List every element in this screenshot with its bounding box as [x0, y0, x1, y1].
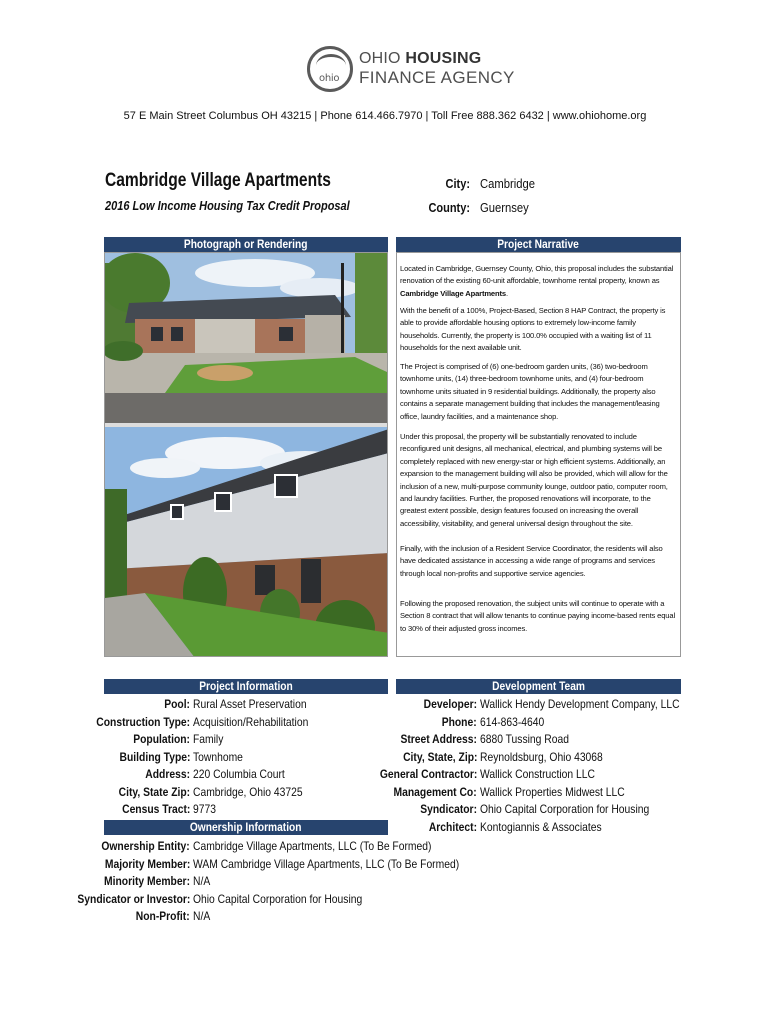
project-info-value: Rural Asset Preservation	[193, 697, 307, 711]
narrative-paragraph-5: Finally, with the inclusion of a Resident Service Coordinator, the residents will also have dedicated assistance in accessing a wide range of programs and services through local non-profits and supportive service agencies.	[400, 544, 663, 578]
narrative-paragraph-2: With the benefit of a 100%, Project-Based, Section 8 HAP Contract, the property is able to provide affordable housing options to extremely low-income family households. Currently, the property is 100.0% occupied with a waiting list of 11 households for the next available unit.	[400, 306, 666, 353]
project-info-label: Population:	[133, 732, 190, 746]
ownership-info-label: Majority Member:	[104, 856, 190, 871]
project-narrative	[396, 252, 681, 657]
dev-team-label: Syndicator:	[420, 802, 477, 816]
project-info-value: Acquisition/Rehabilitation	[193, 714, 309, 729]
dev-team-label: Street Address:	[400, 732, 477, 746]
photo-townhome-building	[105, 427, 388, 657]
ownership-info-value: N/A	[193, 874, 211, 888]
ownership-info-label: Minority Member:	[103, 874, 190, 888]
dev-team-value: Wallick Construction LLC	[480, 767, 595, 781]
logo-mark-text: ohio	[319, 73, 340, 84]
dev-team-label: Architect:	[428, 819, 477, 834]
property-photo-illustration	[105, 253, 388, 657]
agency-logo	[307, 46, 515, 98]
ownership-info-value: Ohio Capital Corporation for Housing	[193, 891, 363, 906]
ownership-info-label: Ownership Entity:	[101, 839, 190, 853]
project-info-label: Census Tract:	[121, 802, 190, 816]
ownership-info-label: Non-Profit:	[136, 909, 190, 923]
project-info-value: Cambridge, Ohio 43725	[193, 784, 303, 799]
narrative-paragraph-1: Located in Cambridge, Guernsey County, Ohio, this proposal includes the substantial renovation of the existing 60-unit affordable, townhome rental property, known as Cambridge Village Apartments.	[400, 264, 674, 298]
dev-team-value: Kontogiannis & Associates	[480, 819, 602, 834]
dev-team-value: 614-863-4640	[480, 714, 545, 729]
page-title: Cambridge Village Apartments	[105, 170, 331, 191]
dev-team-value: Reynoldsburg, Ohio 43068	[480, 749, 603, 764]
dev-team-value: Ohio Capital Corporation for Housing	[480, 802, 650, 816]
property-photos	[104, 252, 388, 657]
city-label: City:	[445, 177, 470, 191]
dev-team-label: Developer:	[423, 697, 477, 711]
dev-team-label: City, State, Zip:	[402, 749, 477, 764]
city-value: Cambridge	[480, 177, 536, 191]
narrative-paragraph-4: Under this proposal, the property will be substantially renovated to include reconfigured unit designs, all mechanical, electrical, and plumbing systems will be completely replaced with new energy-star or high efficient systems. Additionally, an expansion to the management building will also be provided, which will allow for the inclusion of a new, multi-purpose community lounge, outdoor patio, computer room, and laundry facilities. Further, the proposed renovations will incorporate, to the greatest extent possible, design features focused on increasing the overall accessibility, visitability, and general universal design throughout the site.	[400, 432, 668, 528]
project-info-value: 220 Columbia Court	[193, 767, 285, 781]
ownership-info-value: N/A	[193, 909, 211, 923]
project-info-value: Townhome	[193, 749, 243, 764]
page-subtitle: 2016 Low Income Housing Tax Credit Proposal	[105, 199, 350, 213]
photo-management-building	[105, 253, 388, 423]
project-info-label: Pool:	[164, 697, 190, 711]
narrative-paragraph-6: Following the proposed renovation, the subject units will continue to operate with a Section 8 contract that will allow tenants to continue paying income-based rents equal to 30% of their adjusted gross incomes.	[400, 599, 675, 633]
project-info-label: Building Type:	[119, 749, 190, 764]
ownership-info-value: WAM Cambridge Village Apartments, LLC (To Be Formed)	[193, 856, 460, 871]
logo-line1: OHIO HOUSING	[359, 50, 482, 67]
dev-team-value: Wallick Properties Midwest LLC	[480, 784, 625, 799]
dev-team-label: Phone:	[442, 714, 477, 729]
narrative-paragraph-3: The Project is comprised of (6) one-bedroom garden units, (36) two-bedroom townhome units, (14) three-bedroom townhome units, and (4) four-bedroom townhome units situated in 9 residential buildings. Additionally, the property also contains a separate management building that includes the management/leasing office, laundry facilities, and a maintenance shop.	[400, 362, 660, 421]
ownership-info-value: Cambridge Village Apartments, LLC (To Be Formed)	[193, 839, 432, 853]
project-info-label: Construction Type:	[96, 714, 190, 729]
photo-section-header: Photograph or Rendering	[104, 237, 388, 252]
logo-line2: FINANCE AGENCY	[359, 68, 515, 87]
development-team-header: Development Team	[396, 679, 681, 694]
county-label: County:	[428, 201, 470, 215]
logo-mark-icon	[307, 46, 353, 92]
ownership-info-label: Syndicator or Investor:	[77, 891, 190, 906]
project-info-header: Project Information	[104, 679, 388, 694]
ownership-info-header: Ownership Information	[104, 820, 388, 835]
narrative-section-header: Project Narrative	[396, 237, 681, 252]
project-info-label: Address:	[145, 767, 190, 781]
dev-team-label: General Contractor:	[379, 767, 477, 781]
dev-team-value: 6880 Tussing Road	[480, 732, 569, 746]
dev-team-label: Management Co:	[393, 784, 477, 799]
project-info-label: City, State Zip:	[118, 784, 190, 799]
project-info-value: Family	[193, 732, 224, 746]
county-value: Guernsey	[480, 201, 529, 215]
contact-line: 57 E Main Street Columbus OH 43215 | Phone 614.466.7970 | Toll Free 888.362 6432 | www.ohiohome.org	[123, 110, 647, 122]
dev-team-value: Wallick Hendy Development Company, LLC	[480, 697, 680, 711]
project-info-value: 9773	[193, 802, 216, 816]
